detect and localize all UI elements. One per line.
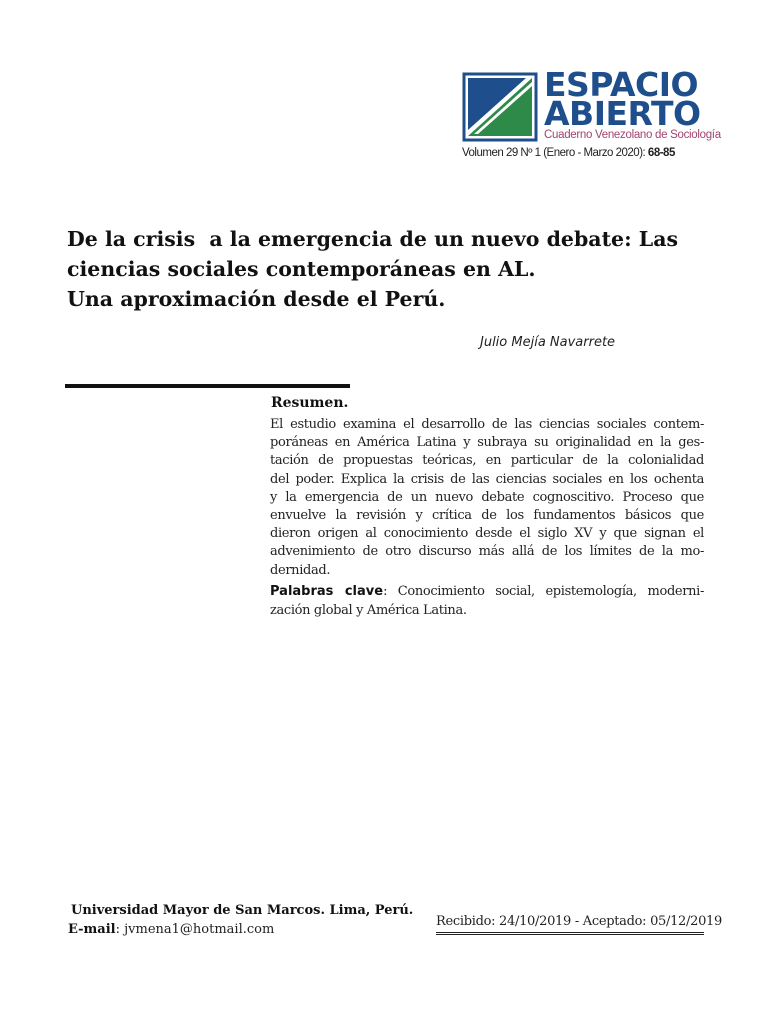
abstract-line: del poder. Explica la crisis de las ciencias sociales en los ochenta [270, 471, 704, 487]
author-affiliation: Universidad Mayor de San Marcos. Lima, Perú. [71, 903, 414, 918]
keywords [270, 582, 704, 620]
abstract-line: y la emergencia de un nuevo debate cognoscitivo. Proceso que [270, 489, 704, 505]
volume-issue: Volumen 29 Nº 1 (Enero - Marzo 2020): [462, 147, 648, 159]
journal-subtitle: Cuaderno Venezolano de Sociología [544, 129, 721, 141]
abstract-line: poráneas en América Latina y subraya su originalidad en la ges- [270, 435, 704, 451]
journal-logo [462, 72, 538, 142]
title-line-3: Una aproximación desde el Perú. [67, 287, 446, 311]
received-accepted-dates: Recibido: 24/10/2019 - Aceptado: 05/12/2019 [436, 914, 704, 935]
article-title [67, 224, 717, 314]
email-address: : jvmena1@hotmail.com [115, 922, 275, 937]
email-label: E-mail [68, 922, 116, 937]
abstract-line: advenimiento de otro discurso más allá de los límites de la mo- [270, 544, 704, 560]
abstract-heading: Resumen. [271, 395, 349, 411]
page-range: 68-85 [647, 147, 675, 159]
abstract-line: dernidad. [270, 562, 331, 578]
volume-info [462, 147, 675, 159]
abstract-line: tación de propuestas teóricas, en particular de la colonialidad [270, 453, 704, 469]
keywords-text-1: : Conocimiento social, epistemología, moderni- [383, 584, 704, 599]
author-email [68, 922, 274, 937]
journal-name [544, 65, 734, 133]
journal-logo-graphic [462, 72, 538, 142]
keywords-line-1 [270, 582, 704, 601]
journal-name-line1: ESPACIO [544, 65, 699, 104]
abstract-line: El estudio examina el desarrollo de las ciencias sociales contem- [270, 417, 704, 432]
title-line-1: De la crisis a la emergencia de un nuevo debate: Las [67, 227, 679, 251]
abstract-line: envuelve la revisión y crítica de los fundamentos básicos que [270, 508, 704, 524]
keywords-label: Palabras clave [270, 584, 384, 599]
author-name: Julio Mejía Navarrete [480, 335, 616, 350]
section-divider [65, 384, 350, 388]
title-line-2: ciencias sociales contemporáneas en AL. [67, 257, 536, 281]
journal-name-line2: ABIERTO [544, 94, 701, 133]
abstract-body [270, 416, 704, 580]
abstract-line: dieron origen al conocimiento desde el siglo XV y que signan el [270, 526, 704, 542]
keywords-line-2: zación global y América Latina. [270, 603, 467, 618]
